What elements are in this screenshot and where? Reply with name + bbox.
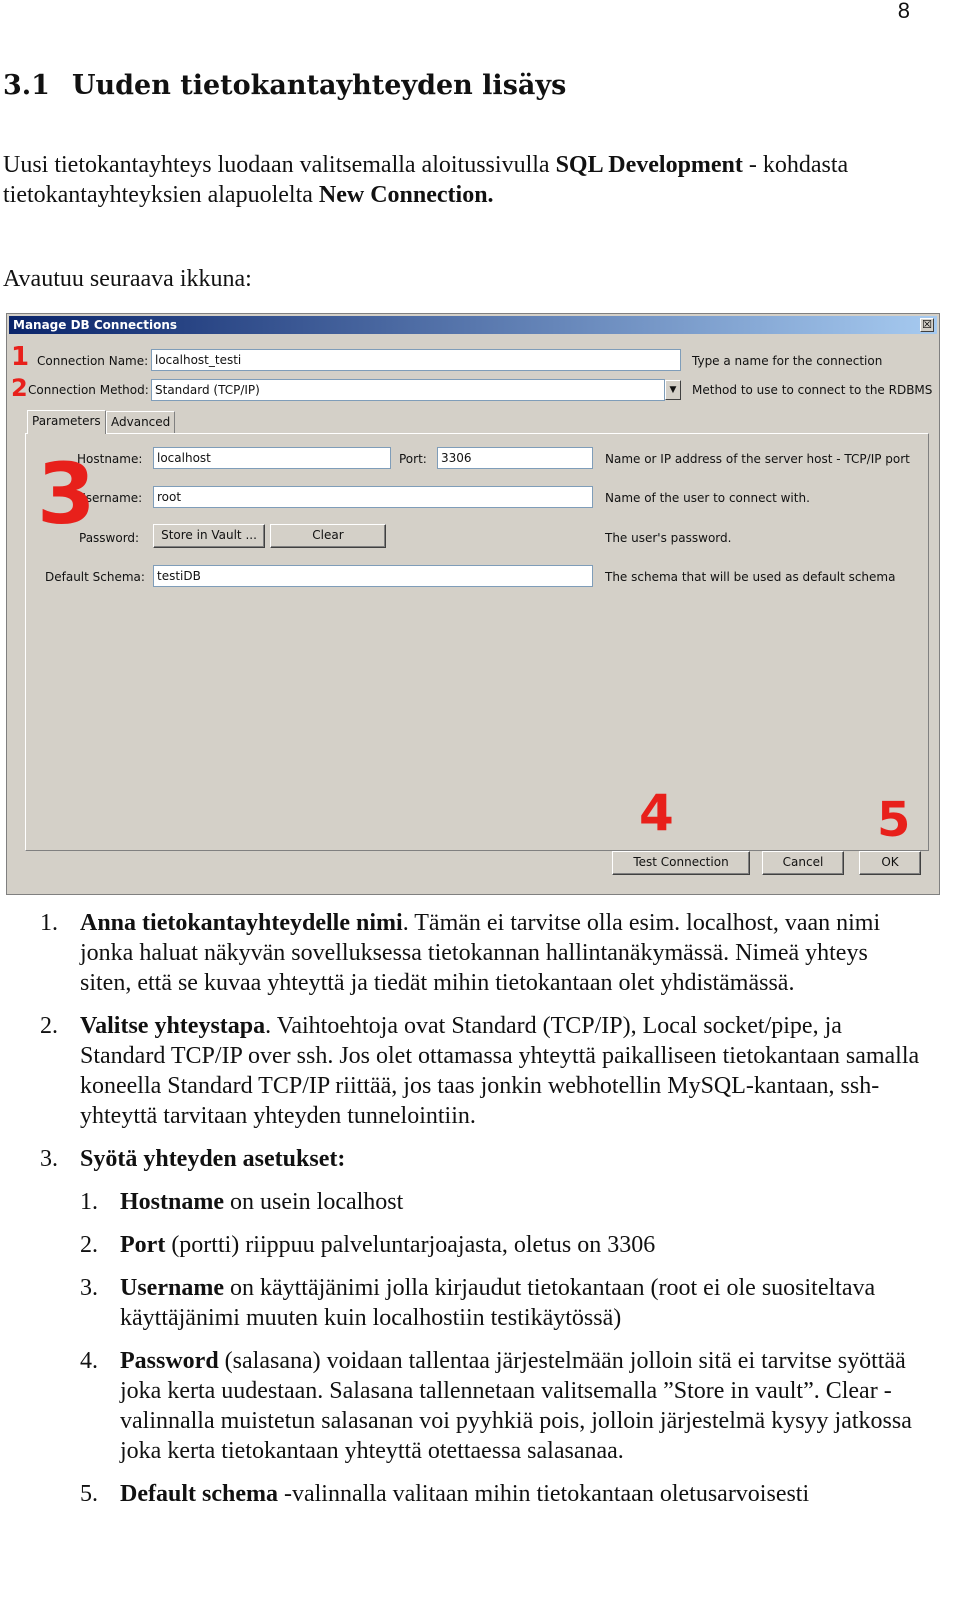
sub-list-item: [80, 1187, 920, 1217]
connection-method-label: Connection Method:: [28, 383, 149, 397]
default-schema-input[interactable]: testiDB: [153, 565, 593, 587]
intro-paragraph: [3, 150, 903, 210]
list-number: 1.: [40, 910, 58, 936]
port-input[interactable]: 3306: [437, 447, 593, 469]
annotation-1: 1: [11, 342, 30, 372]
port-label: Port:: [399, 452, 427, 466]
list-item-text: . Vaihtoehtoja ovat Standard (TCP/IP), Local socket/pipe, ja Standard TCP/IP over ssh. Jos olet ottamassa yhteyttä paikalliseen tietokantaan samalla koneella Standard TCP/IP riittää, jos taas jonkin webhotellin MySQL-kantaan, ssh-yhteyttä tarvitaan yhteyden tunnelointiin.: [80, 1013, 920, 1129]
dialog-titlebar: [9, 316, 937, 334]
list-item-bold: Anna tietokantayhteydelle nimi: [80, 910, 403, 936]
chevron-down-icon[interactable]: ▼: [665, 380, 681, 400]
sub-item-text: (salasana) voidaan tallentaa järjestelmään jolloin sitä ei tarvitse syöttää joka kerta uudestaan. Salasana tallennetaan valitsemalla ”Store in vault”. Clear -valinnalla muistetun salasanan voi pyyhkiä pois, jolloin järjestelmä kysyy jatkossa joka kerta tietokantaan yhteyttä otettaessa salasanaa.: [120, 1348, 912, 1464]
list-item: [40, 1011, 920, 1131]
opens-text: Avautuu seuraava ikkuna:: [3, 266, 252, 292]
list-number: 2.: [40, 1013, 58, 1039]
sub-item-text: on käyttäjänimi jolla kirjaudut tietokantaan (root ei ole suositeltava käyttäjänimi muuten kuin localhostiin testikäytössä): [120, 1275, 876, 1331]
sub-item-text: -valinnalla valitaan mihin tietokantaan oletusarvoisesti: [277, 1481, 810, 1507]
intro-bold-1: SQL Development: [555, 152, 743, 178]
page-number: 8: [897, 0, 910, 23]
sub-list-number: 1.: [80, 1189, 98, 1215]
sub-item-bold: Password: [120, 1348, 219, 1374]
sub-list-item: [80, 1273, 920, 1333]
sub-list-number: 5.: [80, 1481, 98, 1507]
connection-name-label: Connection Name:: [37, 354, 149, 368]
sub-list-item: [80, 1479, 920, 1509]
sub-list-number: 4.: [80, 1348, 98, 1374]
section-number: 3.1: [3, 70, 50, 101]
hostname-label: Hostname:: [77, 452, 143, 466]
test-connection-button[interactable]: Test Connection: [612, 851, 750, 875]
ok-button[interactable]: OK: [859, 851, 921, 875]
sub-item-bold: Username: [120, 1275, 224, 1301]
section-title: Uuden tietokantayhteyden lisäys: [71, 70, 567, 101]
sub-list-item: [80, 1230, 920, 1260]
instruction-list: [40, 908, 920, 1522]
dialog-title: Manage DB Connections: [13, 318, 178, 332]
username-label: Username:: [77, 491, 143, 505]
hostname-input[interactable]: localhost: [153, 447, 391, 469]
annotation-3: 3: [37, 445, 96, 543]
sub-list-number: 3.: [80, 1275, 98, 1301]
list-item-bold: Valitse yhteystapa: [80, 1013, 266, 1039]
sub-item-text: on usein localhost: [224, 1189, 404, 1215]
manage-db-connections-dialog: [6, 313, 940, 895]
clear-password-button[interactable]: Clear: [270, 524, 386, 548]
sub-item-bold: Default schema: [120, 1481, 278, 1507]
hostname-hint: Name or IP address of the server host - TCP/IP port: [605, 452, 910, 466]
close-icon[interactable]: ☒: [920, 318, 934, 332]
connection-name-hint: Type a name for the connection: [692, 354, 883, 368]
default-schema-label: Default Schema:: [45, 570, 145, 584]
connection-name-input[interactable]: localhost_testi: [151, 349, 681, 371]
tab-parameters[interactable]: Parameters: [27, 410, 106, 434]
annotation-5: 5: [877, 792, 911, 848]
connection-method-hint: Method to use to connect to the RDBMS: [692, 383, 933, 397]
username-input[interactable]: root: [153, 486, 593, 508]
username-hint: Name of the user to connect with.: [605, 491, 810, 505]
settings-sublist: [80, 1187, 920, 1509]
list-item-text: . Tämän ei tarvitse olla esim. localhost, vaan nimi jonka haluat näkyvän sovelluksessa tietokannan hallintanäkymässä. Nimeä yhteys siten, että se kuvaa yhteyttä ja tiedät mihin tietokantaan olet yhdistämässä.: [80, 910, 881, 996]
list-item: [40, 908, 920, 998]
list-number: 3.: [40, 1146, 58, 1172]
sub-item-bold: Port: [120, 1232, 166, 1258]
list-item: [40, 1144, 920, 1509]
annotation-2: 2: [11, 374, 28, 402]
sub-item-text: (portti) riippuu palveluntarjoajasta, oletus on 3306: [165, 1232, 656, 1258]
sub-item-bold: Hostname: [120, 1189, 224, 1215]
sub-list-item: [80, 1346, 920, 1466]
tab-advanced[interactable]: Advanced: [106, 411, 175, 433]
connection-method-select[interactable]: Standard (TCP/IP): [151, 379, 665, 401]
intro-text-1: Uusi tietokantayhteys luodaan valitsemalla aloitussivulla: [3, 152, 556, 178]
intro-text-2: - kohdasta tietokantayhteyksien alapuolelta: [3, 152, 849, 208]
sub-list-number: 2.: [80, 1232, 98, 1258]
store-in-vault-button[interactable]: Store in Vault ...: [153, 524, 265, 548]
annotation-4: 4: [639, 784, 674, 842]
default-schema-hint: The schema that will be used as default schema: [605, 570, 896, 584]
intro-bold-2: New Connection.: [318, 182, 494, 208]
password-hint: The user's password.: [605, 531, 732, 545]
section-heading: [3, 70, 566, 101]
cancel-button[interactable]: Cancel: [762, 851, 844, 875]
password-label: Password:: [79, 531, 140, 545]
list-item-bold: Syötä yhteyden asetukset:: [80, 1146, 346, 1172]
